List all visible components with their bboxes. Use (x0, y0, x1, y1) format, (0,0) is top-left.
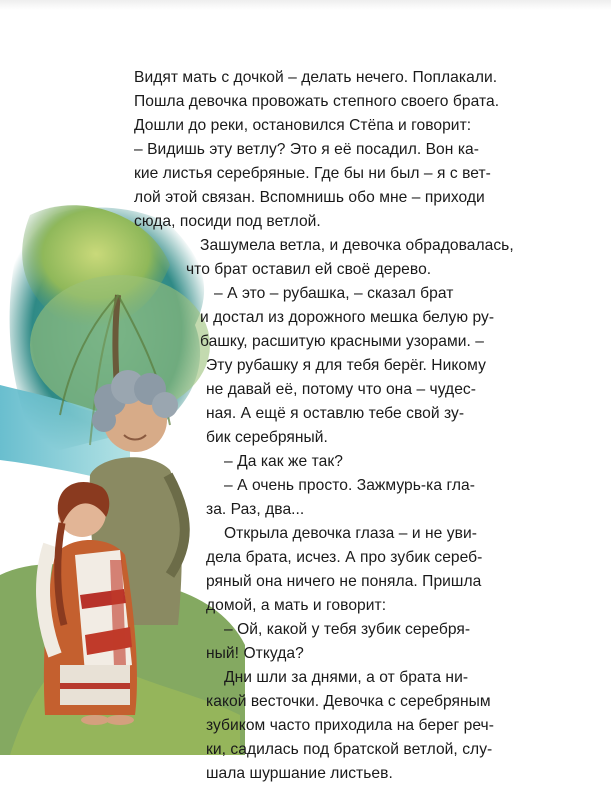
story-line: домой, а мать и говорит: (206, 597, 387, 614)
story-line: – Видишь эту ветлу? Это я её посадил. Вон ка- (134, 141, 480, 158)
story-line: лой этой связан. Вспомнишь обо мне – приходи (134, 189, 485, 206)
story-line: Открыла девочка глаза – и не уви- (224, 525, 477, 542)
story-line: бик серебряный. (206, 429, 328, 446)
story-line: кие листья серебряные. Где бы ни был – я с вет- (134, 165, 491, 182)
story-line: дела брата, исчез. А про зубик сереб- (206, 549, 483, 566)
story-line: Зашумела ветла, и девочка обрадовалась, (200, 237, 514, 254)
story-line: Дошли до реки, остановился Стёпа и говорит: (134, 117, 472, 134)
story-line: за. Раз, два... (206, 501, 305, 518)
story-line: зубиком часто приходила на берег реч- (206, 717, 494, 734)
story-line: ная. А ещё я оставлю тебе свой зу- (206, 405, 465, 422)
story-line: и достал из дорожного мешка белую ру- (200, 309, 495, 326)
story-line: башку, расшитую красными узорами. – (200, 333, 485, 350)
story-line: ный! Откуда? (206, 645, 304, 662)
story-line: – А очень просто. Зажмурь-ка гла- (224, 477, 475, 494)
story-line: Пошла девочка провожать степного своего брата. (134, 93, 500, 110)
story-line: ки, садилась под братской ветлой, слу- (206, 741, 493, 758)
story-line: – Да как же так? (224, 453, 343, 470)
story-line: шала шуршание листьев. (206, 765, 393, 782)
story-line: Эту рубашку я для тебя берёг. Никому (206, 357, 486, 374)
story-line: сюда, посиди под ветлой. (134, 213, 321, 230)
story-line: Видят мать с дочкой – делать нечего. Поплакали. (134, 69, 498, 86)
story-line: – Ой, какой у тебя зубик серебря- (224, 621, 471, 638)
story-line: что брат оставил ей своё дерево. (186, 261, 432, 278)
story-line: – А это – рубашка, – сказал брат (214, 285, 454, 302)
story-line: Дни шли за днями, а от брата ни- (224, 669, 469, 686)
story-line: какой весточки. Девочка с серебряным (206, 693, 491, 710)
story-line: ряный она ничего не поняла. Пришла (206, 573, 482, 590)
story-line: не давай её, потому что она – чудес- (206, 381, 477, 398)
